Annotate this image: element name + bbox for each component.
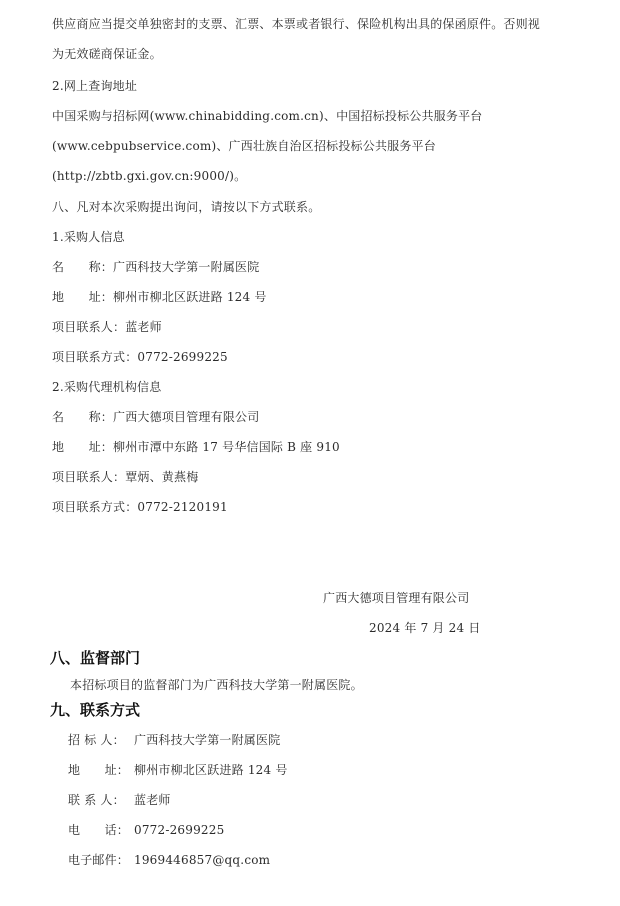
purchaser-contact-row (52, 319, 162, 335)
purchaser-phone-label: 项目联系方式： (52, 350, 138, 364)
agency-contact-label: 项目联系人： (52, 470, 126, 484)
contact-row-label: 电子邮件： (68, 853, 130, 867)
contact-row-label: 地 址： (68, 763, 130, 777)
agency-name-row (52, 409, 259, 425)
contact-row-value: 蓝老师 (134, 793, 171, 807)
agency-contact-row (52, 469, 198, 485)
purchaser-address-row (52, 289, 267, 305)
purchaser-address-value: 柳州市柳北区跃进路 124 号 (113, 290, 267, 304)
contact-row-value: 广西科技大学第一附属医院 (134, 733, 281, 747)
purchaser-name-value: 广西科技大学第一附属医院 (113, 260, 260, 274)
agency-info-title: 2.采购代理机构信息 (52, 380, 162, 394)
online-query-line-3: (http://zbtb.gxi.gov.cn:9000/)。 (52, 169, 247, 183)
purchaser-name-row (52, 259, 259, 275)
purchaser-address-label: 地 址： (52, 290, 114, 304)
contact-row-label: 电 话： (68, 823, 130, 837)
contact-row-value: 柳州市柳北区跃进路 124 号 (134, 763, 288, 777)
purchaser-contact-value: 蓝老师 (125, 320, 162, 334)
signature-date: 2024 年 7 月 24 日 (369, 621, 481, 635)
agency-address-label: 地 址： (52, 440, 114, 454)
contact-row (68, 732, 280, 748)
purchaser-phone-row (52, 349, 228, 365)
purchaser-name-label: 名 称： (52, 260, 114, 274)
agency-address-value: 柳州市潭中东路 17 号华信国际 B 座 910 (113, 440, 340, 454)
agency-phone-label: 项目联系方式： (52, 500, 138, 514)
purchaser-phone-value: 0772-2699225 (137, 350, 228, 364)
contact-row (68, 762, 288, 778)
contact-row (68, 852, 270, 868)
supervision-text: 本招标项目的监督部门为广西科技大学第一附属医院。 (70, 678, 363, 692)
online-query-line-1: 中国采购与招标网(www.chinabidding.com.cn)、中国招标投标公共服务平台 (52, 109, 483, 123)
contact-row-value: 0772-2699225 (134, 823, 225, 837)
contact-heading: 九、联系方式 (50, 701, 141, 719)
inquiry-contact-title: 八、凡对本次采购提出询问，请按以下方式联系。 (52, 200, 321, 214)
contact-row (68, 822, 224, 838)
supervision-heading: 八、监督部门 (50, 649, 141, 667)
contact-row-label: 联 系 人： (68, 793, 125, 807)
agency-name-value: 广西大德项目管理有限公司 (113, 410, 260, 424)
agency-name-label: 名 称： (52, 410, 114, 424)
online-query-line-2: (www.cebpubservice.com)、广西壮族自治区招标投标公共服务平台 (52, 139, 436, 153)
contact-row-label: 招 标 人： (68, 733, 125, 747)
intro-line-1: 供应商应当提交单独密封的支票、汇票、本票或者银行、保险机构出具的保函原件。否则视 (52, 17, 541, 31)
agency-contact-value: 覃炳、黄燕梅 (125, 470, 199, 484)
online-query-title: 2.网上查询地址 (52, 79, 138, 93)
purchaser-contact-label: 项目联系人： (52, 320, 126, 334)
purchaser-info-title: 1.采购人信息 (52, 230, 125, 244)
agency-address-row (52, 439, 340, 455)
agency-phone-value: 0772-2120191 (137, 500, 228, 514)
agency-phone-row (52, 499, 228, 515)
contact-row (68, 792, 171, 808)
signature-company: 广西大德项目管理有限公司 (323, 591, 470, 605)
intro-line-2: 为无效磋商保证金。 (52, 47, 162, 61)
contact-email-value: 1969446857@qq.com (134, 853, 271, 867)
